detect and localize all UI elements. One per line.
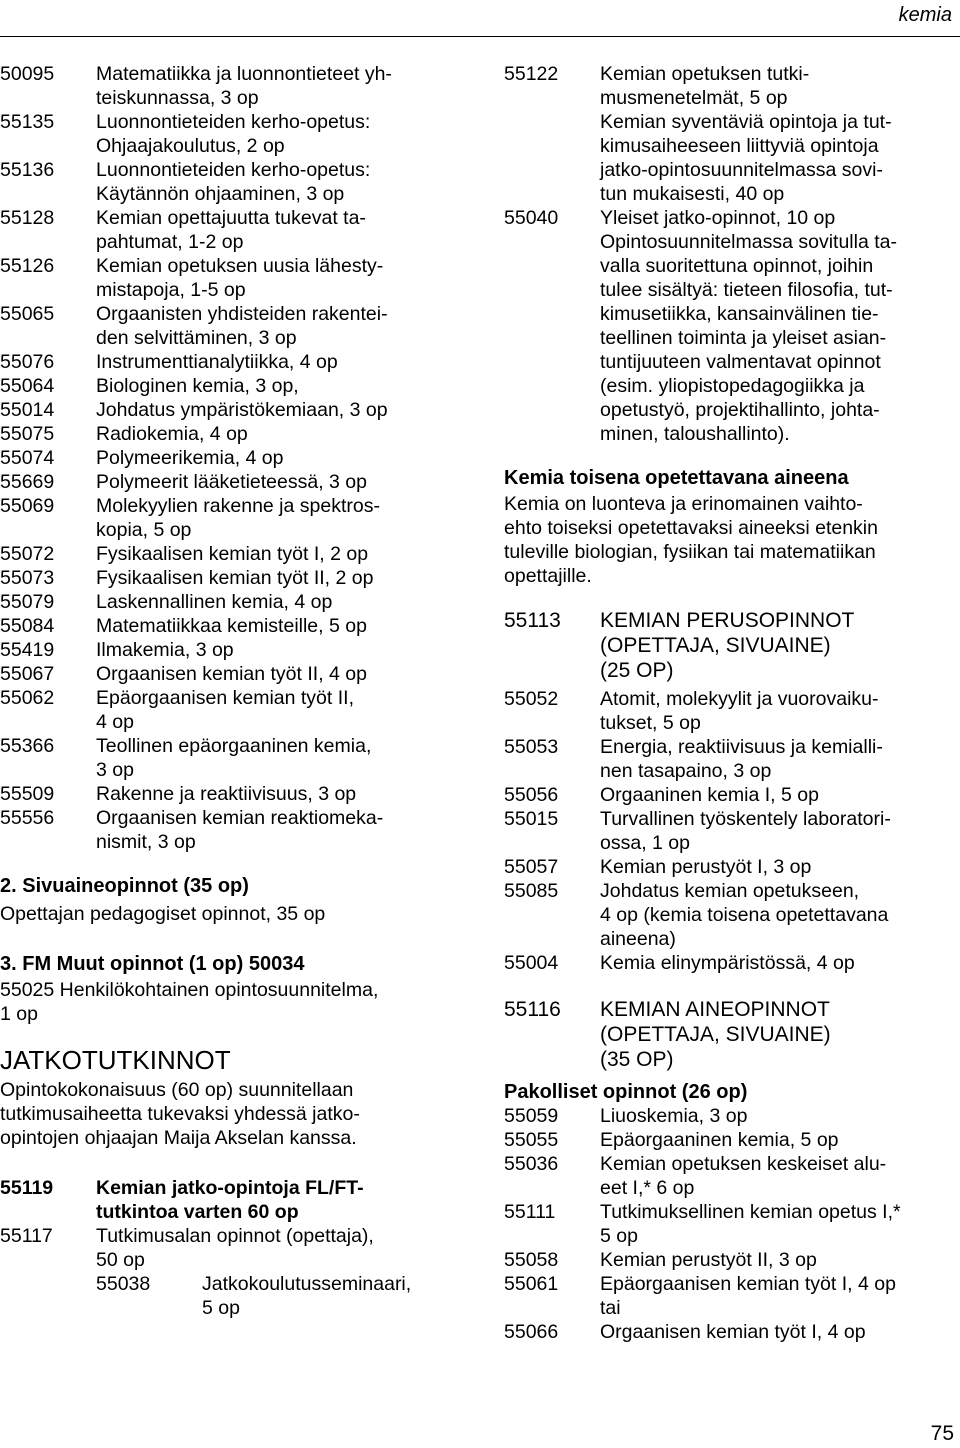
course-title bbox=[96, 1224, 458, 1320]
course-title bbox=[600, 1152, 960, 1200]
course-title bbox=[96, 1176, 458, 1224]
course-code: 55061 bbox=[504, 1273, 559, 1295]
page-header bbox=[0, 0, 960, 38]
text-line: opetustyö, projektihallinto, johta- bbox=[600, 399, 880, 421]
text-line: tutkimusaiheetta tukevaksi yhdessä jatko- bbox=[0, 1103, 360, 1125]
course-code: 55062 bbox=[0, 687, 55, 709]
course-title bbox=[96, 686, 458, 734]
course-title bbox=[96, 614, 458, 638]
text-line: musmenetelmät, 5 op bbox=[600, 87, 788, 109]
course-code: 55117 bbox=[0, 1225, 53, 1247]
course-item bbox=[0, 446, 458, 470]
course-code: 55040 bbox=[504, 207, 559, 229]
course-title bbox=[600, 687, 960, 735]
course-title bbox=[600, 62, 960, 206]
course-title bbox=[600, 1104, 960, 1128]
course-item bbox=[0, 350, 458, 374]
text-line: Polymeerit lääketieteessä, 3 op bbox=[96, 471, 367, 493]
left-column bbox=[0, 62, 458, 1320]
course-title bbox=[600, 1200, 960, 1248]
text-line: Orgaanisen kemian reaktiomeka- bbox=[96, 807, 384, 829]
text-line: Opintosuunnitelmassa sovitulla ta- bbox=[600, 231, 897, 253]
course-item bbox=[0, 590, 458, 614]
course-code: 55065 bbox=[0, 303, 55, 325]
course-item bbox=[0, 62, 458, 110]
header-rule bbox=[0, 36, 960, 37]
course-code: 55069 bbox=[0, 495, 55, 517]
text-line: (OPETTAJA, SIVUAINE) bbox=[600, 634, 831, 657]
course-title bbox=[96, 374, 458, 398]
text-line: 4 op bbox=[96, 711, 134, 733]
course-item bbox=[0, 158, 458, 206]
course-code: 55111 bbox=[504, 1201, 556, 1223]
course-title bbox=[96, 110, 458, 158]
course-item bbox=[504, 855, 960, 879]
text-line: Kemian perustyöt II, 3 op bbox=[600, 1249, 817, 1271]
section-2-text: Opettajan pedagogiset opinnot, 35 op bbox=[0, 903, 326, 925]
text-line: Radiokemia, 4 op bbox=[96, 423, 248, 445]
text-line: opintojen ohjaajan Maija Akselan kanssa. bbox=[0, 1127, 357, 1149]
course-code: 55072 bbox=[0, 543, 55, 565]
course-code: 55004 bbox=[504, 952, 559, 974]
course-item bbox=[504, 1128, 960, 1152]
text-line: Instrumenttianalytiikka, 4 op bbox=[96, 351, 338, 373]
text-line: Kemian opetuksen uusia lähesty- bbox=[96, 255, 384, 277]
module-title bbox=[600, 608, 960, 683]
course-code: 55119 bbox=[0, 1177, 54, 1199]
text-line: Epäorgaanisen kemian työt II, bbox=[96, 687, 354, 709]
module-55116 bbox=[504, 997, 960, 1072]
text-line: Kemian opettajuutta tukevat ta- bbox=[96, 207, 366, 229]
course-code: 55059 bbox=[504, 1105, 559, 1127]
course-55117 bbox=[0, 1224, 458, 1320]
text-line: Molekyylien rakenne ja spektros- bbox=[96, 495, 380, 517]
course-code: 55055 bbox=[504, 1129, 559, 1151]
course-code: 55556 bbox=[0, 807, 55, 829]
text-line: ehto toiseksi opetettavaksi aineeksi etenkin bbox=[504, 517, 878, 539]
course-item bbox=[504, 1248, 960, 1272]
course-code: 55075 bbox=[0, 423, 55, 445]
course-code: 55084 bbox=[0, 615, 55, 637]
text-line: Kemian opetuksen tutki- bbox=[600, 63, 810, 85]
course-item bbox=[0, 206, 458, 254]
text-line: Biologinen kemia, 3 op, bbox=[96, 375, 299, 397]
course-item bbox=[0, 542, 458, 566]
text-line: Tutkimuksellinen kemian opetus I,* bbox=[600, 1201, 901, 1223]
course-55040 bbox=[504, 206, 960, 446]
text-line: Orgaaninen kemia I, 5 op bbox=[600, 784, 819, 806]
course-code: 55015 bbox=[504, 808, 559, 830]
course-title bbox=[600, 855, 960, 879]
text-line: Kemia on luonteva ja erinomainen vaihto- bbox=[504, 493, 863, 515]
text-line: Johdatus kemian opetukseen, bbox=[600, 880, 860, 902]
course-title bbox=[600, 1248, 960, 1272]
course-title bbox=[96, 590, 458, 614]
course-code: 55036 bbox=[504, 1153, 559, 1175]
course-item bbox=[504, 783, 960, 807]
course-list-left bbox=[0, 62, 458, 854]
text-line: 50 op bbox=[96, 1249, 145, 1271]
course-title bbox=[96, 254, 458, 302]
text-line: KEMIAN PERUSOPINNOT bbox=[600, 609, 855, 632]
course-title bbox=[600, 1128, 960, 1152]
course-item bbox=[0, 422, 458, 446]
text-line: eet I,* 6 op bbox=[600, 1177, 695, 1199]
course-code: 55014 bbox=[0, 399, 55, 421]
course-list-aineopinnot bbox=[504, 1104, 960, 1344]
module-title bbox=[600, 997, 960, 1072]
text-line: Turvallinen työskentely laboratori- bbox=[600, 808, 891, 830]
text-line: Fysikaalisen kemian työt II, 2 op bbox=[96, 567, 374, 589]
text-line: Orgaanisten yhdisteiden rakentei- bbox=[96, 303, 388, 325]
course-code: 55066 bbox=[504, 1321, 559, 1343]
text-line: Kemian opetuksen keskeiset alu- bbox=[600, 1153, 887, 1175]
text-line: tutkintoa varten 60 op bbox=[96, 1201, 299, 1223]
course-title bbox=[96, 638, 458, 662]
text-line: Käytännön ohjaaminen, 3 op bbox=[96, 183, 345, 205]
course-code: 55128 bbox=[0, 207, 55, 229]
course-title bbox=[96, 206, 458, 254]
text-line: (25 OP) bbox=[600, 659, 674, 682]
text-line: 55025 Henkilökohtainen opintosuunnitelma, bbox=[0, 979, 379, 1001]
course-title bbox=[96, 734, 458, 782]
text-line: Atomit, molekyylit ja vuorovaiku- bbox=[600, 688, 879, 710]
course-code: 55419 bbox=[0, 639, 55, 661]
course-item bbox=[0, 662, 458, 686]
course-item bbox=[504, 735, 960, 783]
course-title bbox=[600, 1320, 960, 1344]
course-code: 55067 bbox=[0, 663, 55, 685]
course-code: 55064 bbox=[0, 375, 55, 397]
text-line: KEMIAN AINEOPINNOT bbox=[600, 998, 830, 1021]
text-line: Ilmakemia, 3 op bbox=[96, 639, 234, 661]
course-55119 bbox=[0, 1176, 458, 1224]
text-line: opettajille. bbox=[504, 565, 592, 587]
text-line: den selvittäminen, 3 op bbox=[96, 327, 297, 349]
course-item bbox=[0, 110, 458, 158]
text-line: Orgaanisen kemian työt II, 4 op bbox=[96, 663, 367, 685]
course-item bbox=[0, 614, 458, 638]
course-title bbox=[600, 879, 960, 951]
text-line: kimusaiheeseen liittyviä opintoja bbox=[600, 135, 879, 157]
text-line: kopia, 5 op bbox=[96, 519, 192, 541]
course-title bbox=[96, 302, 458, 350]
text-line: Yleiset jatko-opinnot, 10 op bbox=[600, 207, 836, 229]
text-line: Orgaanisen kemian työt I, 4 op bbox=[600, 1321, 866, 1343]
text-line: teellinen toiminta ja yleiset asian- bbox=[600, 327, 887, 349]
text-line: Fysikaalisen kemian työt I, 2 op bbox=[96, 543, 369, 565]
course-title bbox=[600, 735, 960, 783]
text-line: Epäorgaaninen kemia, 5 op bbox=[600, 1129, 839, 1151]
section-2-heading: 2. Sivuaineopinnot (35 op) bbox=[0, 875, 249, 897]
jatkotutkinnot-text bbox=[0, 1078, 458, 1150]
course-title bbox=[96, 782, 458, 806]
course-code: 55038 bbox=[96, 1273, 151, 1295]
header-title: kemia bbox=[898, 4, 952, 26]
course-55122 bbox=[504, 62, 960, 206]
right-column bbox=[504, 62, 960, 1344]
course-title bbox=[96, 494, 458, 542]
course-title bbox=[96, 470, 458, 494]
section-3-text bbox=[0, 978, 458, 1026]
course-code: 55052 bbox=[504, 688, 559, 710]
course-title bbox=[600, 1272, 960, 1320]
text-line: tulee sisältyä: tieteen filosofia, tut- bbox=[600, 279, 893, 301]
text-line: nismit, 3 op bbox=[96, 831, 196, 853]
course-code: 55053 bbox=[504, 736, 559, 758]
text-line: Polymeerikemia, 4 op bbox=[96, 447, 284, 469]
course-item bbox=[0, 470, 458, 494]
course-code: 55669 bbox=[0, 471, 55, 493]
course-title bbox=[96, 158, 458, 206]
text-line: 5 op bbox=[600, 1225, 638, 1247]
course-code: 55366 bbox=[0, 735, 55, 757]
text-line: (35 OP) bbox=[600, 1048, 674, 1071]
course-title bbox=[96, 398, 458, 422]
course-item bbox=[504, 1320, 960, 1344]
text-line: Ohjaajakoulutus, 2 op bbox=[96, 135, 285, 157]
course-code: 55057 bbox=[504, 856, 559, 878]
course-title bbox=[96, 806, 458, 854]
text-line: Kemian jatko-opintoja FL/FT- bbox=[96, 1177, 364, 1199]
text-line: aineena) bbox=[600, 928, 676, 950]
course-item bbox=[0, 686, 458, 734]
text-line: 1 op bbox=[0, 1003, 38, 1025]
course-code: 55076 bbox=[0, 351, 55, 373]
course-code: 55135 bbox=[0, 111, 55, 133]
module-55113 bbox=[504, 608, 960, 683]
course-title bbox=[96, 62, 458, 110]
course-code: 55113 bbox=[504, 609, 561, 632]
course-title bbox=[96, 422, 458, 446]
text-line: Jatkokoulutusseminaari, bbox=[202, 1273, 412, 1295]
course-item bbox=[504, 1272, 960, 1320]
course-item bbox=[504, 807, 960, 855]
course-item bbox=[0, 638, 458, 662]
text-line: Matematiikka ja luonnontieteet yh- bbox=[96, 63, 392, 85]
course-item bbox=[0, 302, 458, 350]
course-code: 55509 bbox=[0, 783, 55, 805]
course-item bbox=[504, 879, 960, 951]
toisena-text bbox=[504, 492, 960, 588]
text-line: Energia, reaktiivisuus ja kemialli- bbox=[600, 736, 883, 758]
course-title bbox=[600, 206, 960, 446]
course-code: 50095 bbox=[0, 63, 55, 85]
text-line: ossa, 1 op bbox=[600, 832, 690, 854]
course-code: 55056 bbox=[504, 784, 559, 806]
course-title bbox=[600, 783, 960, 807]
course-title bbox=[96, 566, 458, 590]
text-line: Johdatus ympäristökemiaan, 3 op bbox=[96, 399, 388, 421]
text-line: Epäorgaanisen kemian työt I, 4 op bbox=[600, 1273, 896, 1295]
course-code: 55116 bbox=[504, 998, 561, 1021]
course-code: 55079 bbox=[0, 591, 55, 613]
text-line: Kemian syventäviä opintoja ja tut- bbox=[600, 111, 892, 133]
course-code: 55126 bbox=[0, 255, 55, 277]
course-code: 55085 bbox=[504, 880, 559, 902]
course-title bbox=[96, 662, 458, 686]
text-line: tuleville biologian, fysiikan tai matematiikan bbox=[504, 541, 876, 563]
course-item bbox=[504, 1104, 960, 1128]
course-code: 55074 bbox=[0, 447, 55, 469]
text-line: 5 op bbox=[202, 1297, 240, 1319]
course-item bbox=[504, 951, 960, 975]
text-line: Teollinen epäorgaaninen kemia, bbox=[96, 735, 372, 757]
course-title bbox=[96, 350, 458, 374]
course-item bbox=[0, 734, 458, 782]
text-line: (OPETTAJA, SIVUAINE) bbox=[600, 1023, 831, 1046]
text-line: Rakenne ja reaktiivisuus, 3 op bbox=[96, 783, 357, 805]
text-line: Luonnontieteiden kerho-opetus: bbox=[96, 111, 371, 133]
course-title bbox=[96, 542, 458, 566]
course-item bbox=[504, 687, 960, 735]
course-code: 55136 bbox=[0, 159, 55, 181]
text-line: Matematiikkaa kemisteille, 5 op bbox=[96, 615, 367, 637]
toisena-heading: Kemia toisena opetettavana aineena bbox=[504, 467, 849, 489]
page-number: 75 bbox=[930, 1422, 954, 1445]
course-item bbox=[0, 374, 458, 398]
text-line: tuntijuuteen valmentavat opinnot bbox=[600, 351, 881, 373]
text-line: teiskunnassa, 3 op bbox=[96, 87, 259, 109]
course-item bbox=[0, 254, 458, 302]
text-line: kimusetiikka, kansainvälinen tie- bbox=[600, 303, 879, 325]
text-line: minen, taloushallinto). bbox=[600, 423, 790, 445]
text-line: Kemia elinympäristössä, 4 op bbox=[600, 952, 855, 974]
text-line: Liuoskemia, 3 op bbox=[600, 1105, 748, 1127]
course-list-perusopinnot bbox=[504, 687, 960, 975]
course-code: 55073 bbox=[0, 567, 55, 589]
text-line: tun mukaisesti, 40 op bbox=[600, 183, 785, 205]
text-line: valla suoritettuna opinnot, joihin bbox=[600, 255, 874, 277]
text-line: 3 op bbox=[96, 759, 134, 781]
course-code: 55122 bbox=[504, 63, 559, 85]
course-title bbox=[600, 807, 960, 855]
text-line: tukset, 5 op bbox=[600, 712, 701, 734]
section-3-heading: 3. FM Muut opinnot (1 op) 50034 bbox=[0, 953, 305, 975]
course-code: 55058 bbox=[504, 1249, 559, 1271]
text-line: tai bbox=[600, 1297, 621, 1319]
text-line: mistapoja, 1-5 op bbox=[96, 279, 246, 301]
course-55038 bbox=[96, 1272, 458, 1320]
jatkotutkinnot-heading: JATKOTUTKINNOT bbox=[0, 1045, 231, 1075]
course-item bbox=[504, 1200, 960, 1248]
course-item bbox=[0, 494, 458, 542]
course-title bbox=[96, 446, 458, 470]
text-line: jatko-opintosuunnitelmassa sovi- bbox=[600, 159, 883, 181]
course-item bbox=[504, 1152, 960, 1200]
text-line: (esim. yliopistopedagogiikka ja bbox=[600, 375, 865, 397]
text-line: nen tasapaino, 3 op bbox=[600, 760, 772, 782]
pakolliset-heading: Pakolliset opinnot (26 op) bbox=[504, 1081, 748, 1103]
course-title bbox=[600, 951, 960, 975]
text-line: Kemian perustyöt I, 3 op bbox=[600, 856, 812, 878]
text-line: Opintokokonaisuus (60 op) suunnitellaan bbox=[0, 1079, 354, 1101]
text-line: Laskennallinen kemia, 4 op bbox=[96, 591, 333, 613]
text-line: pahtumat, 1-2 op bbox=[96, 231, 244, 253]
course-item bbox=[0, 398, 458, 422]
course-item bbox=[0, 782, 458, 806]
text-line: Tutkimusalan opinnot (opettaja), bbox=[96, 1225, 374, 1247]
course-item bbox=[0, 566, 458, 590]
course-item bbox=[0, 806, 458, 854]
text-line: 4 op (kemia toisena opetettavana bbox=[600, 904, 889, 926]
text-line: Luonnontieteiden kerho-opetus: bbox=[96, 159, 371, 181]
